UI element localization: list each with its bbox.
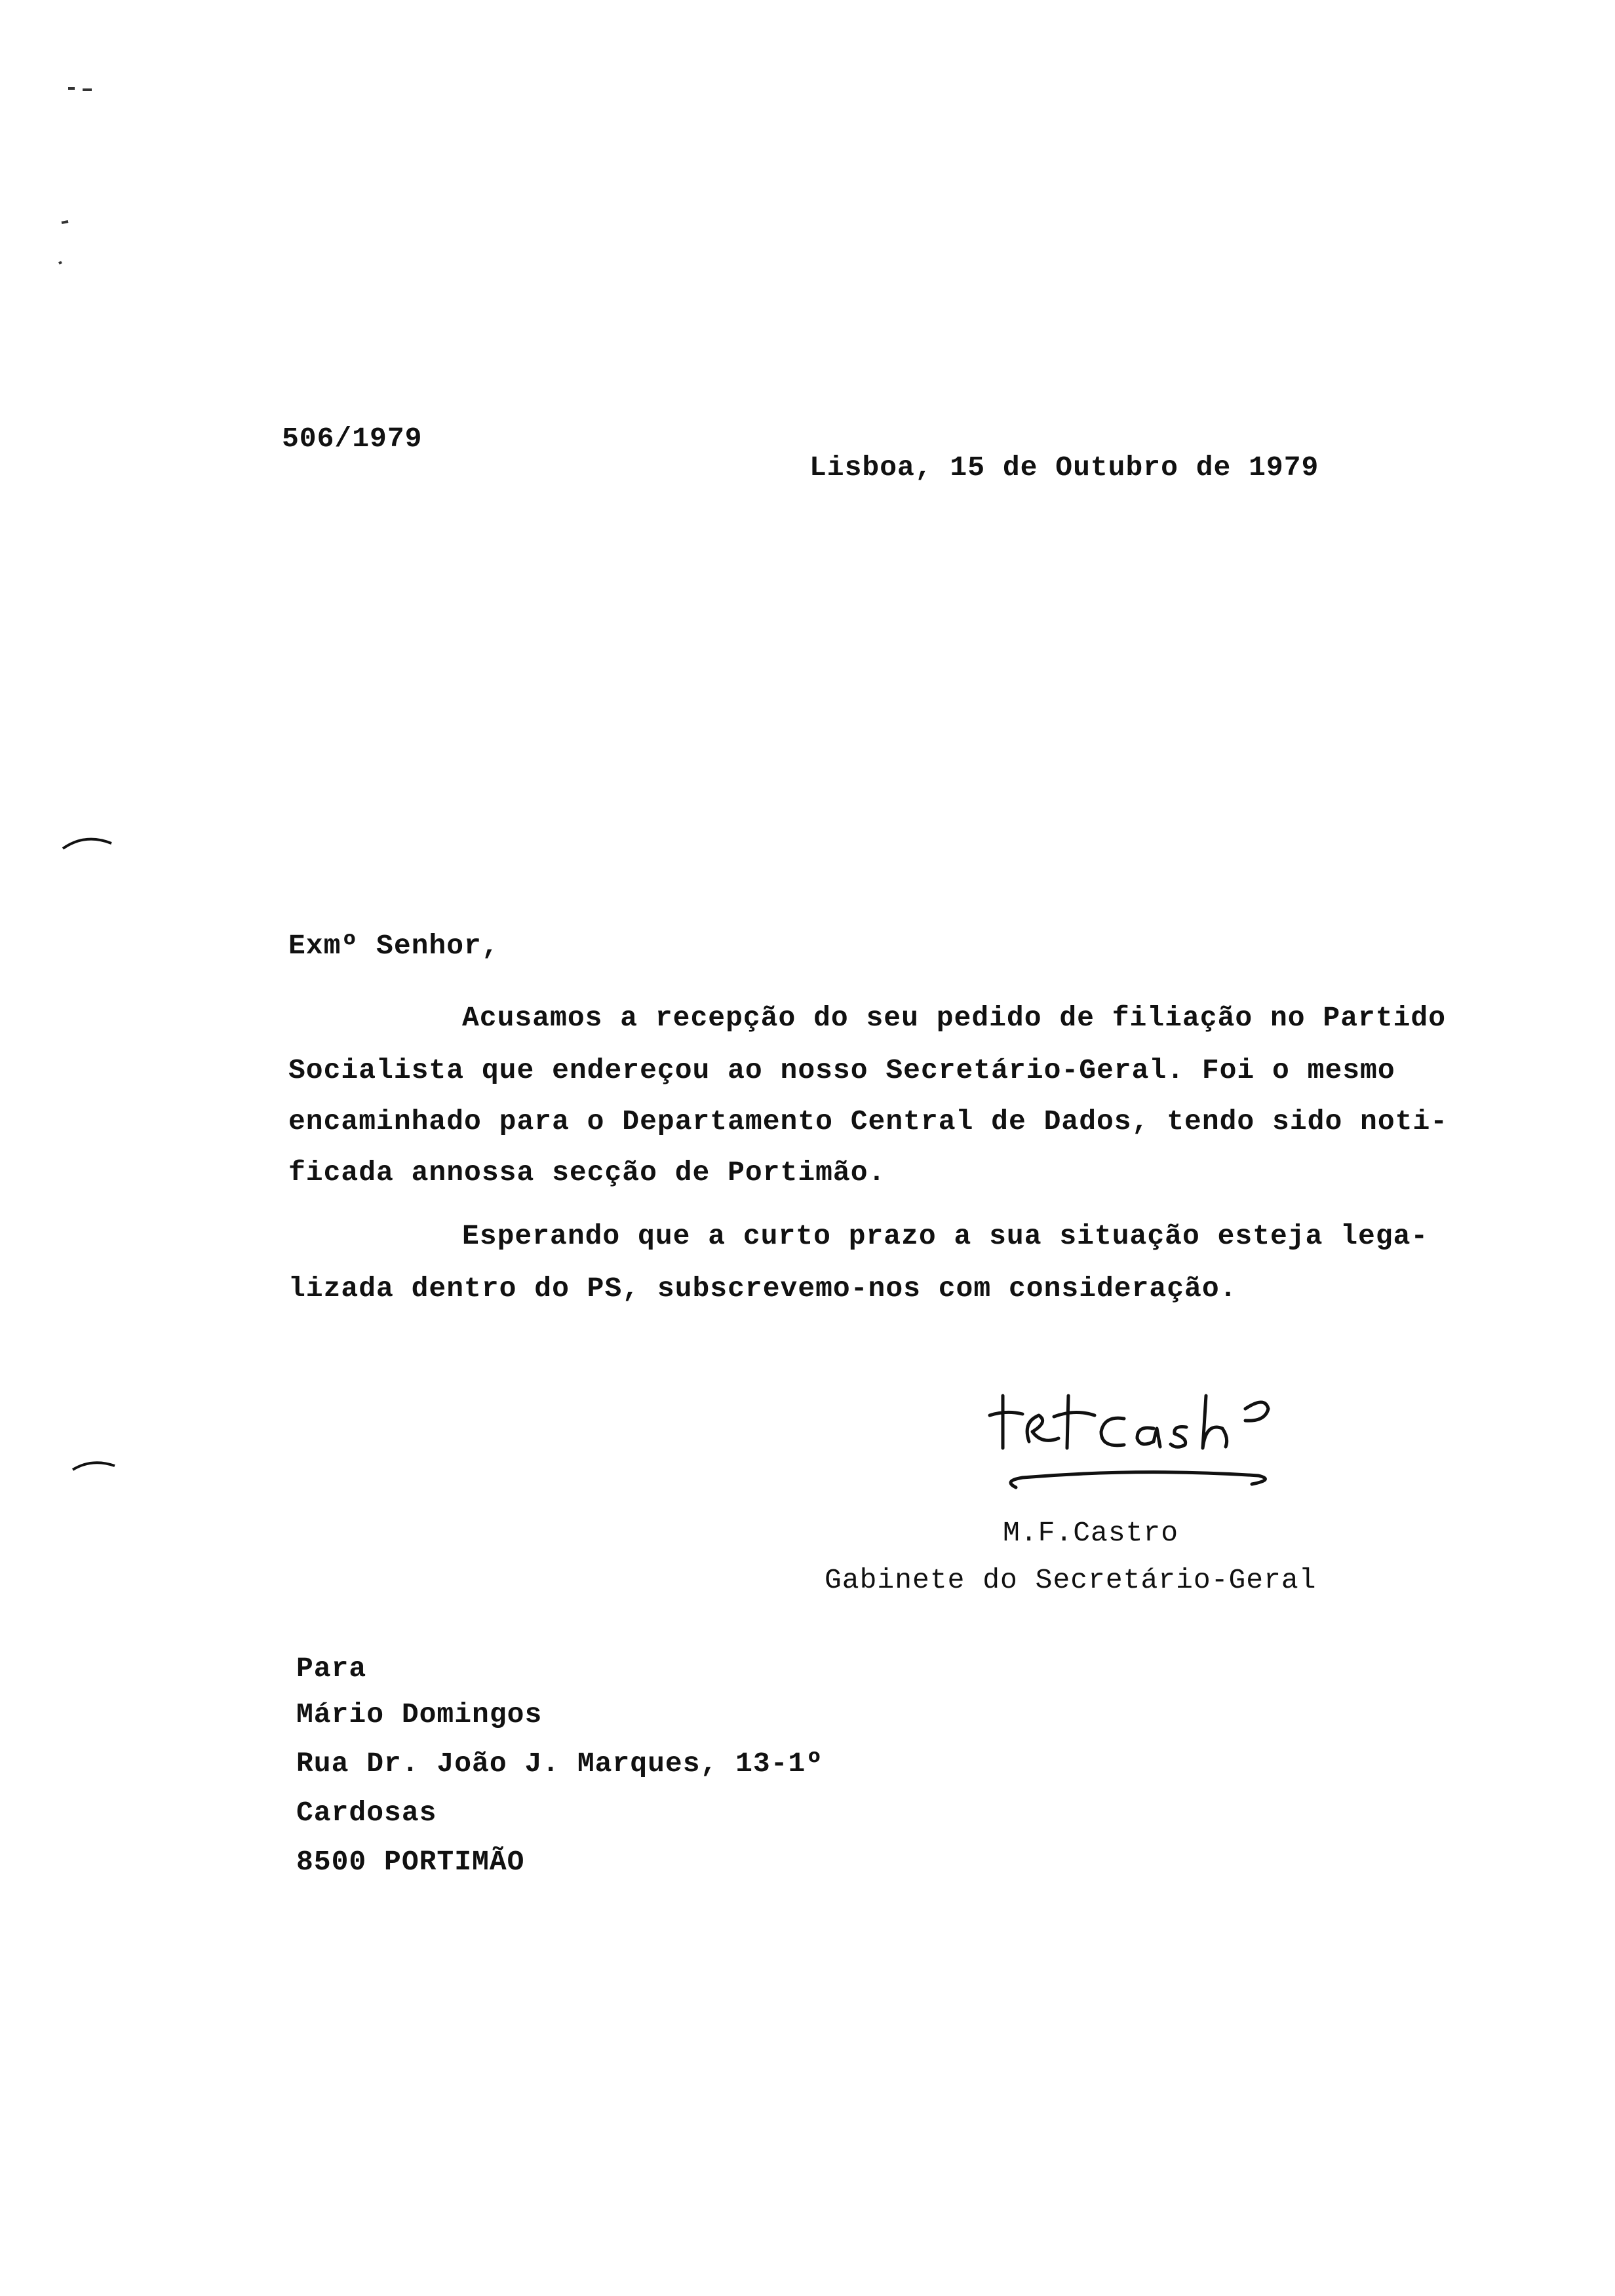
body-line-3: encaminhado para o Departamento Central de Dados, tendo sido noti- <box>288 1105 1449 1138</box>
scan-mark-4 <box>69 1451 121 1478</box>
body-line-2: Socialista que endereçou ao nosso Secretário-Geral. Foi o mesmo <box>288 1054 1395 1086</box>
scan-mark-3 <box>59 829 118 855</box>
body-line-4: ficada annossa secção de Portimão. <box>288 1157 886 1189</box>
reference-number: 506/1979 <box>282 423 423 455</box>
recipient-label: Para <box>296 1653 367 1685</box>
salutation: Exmº Senhor, <box>288 930 499 962</box>
signatory-title: Gabinete do Secretário-Geral <box>825 1564 1317 1596</box>
recipient-street: Rua Dr. João J. Marques, 13-1º <box>296 1748 824 1780</box>
body-line-5: Esperando que a curto prazo a sua situação esteja lega- <box>462 1220 1429 1252</box>
body-line-6: lizada dentro do PS, subscrevemo-nos com consideração. <box>288 1272 1237 1305</box>
scan-mark-1 <box>66 82 98 95</box>
recipient-locality: Cardosas <box>296 1797 437 1829</box>
place-date: Lisboa, 15 de Outubro de 1979 <box>809 451 1319 484</box>
signatory-name: M.F.Castro <box>1003 1517 1179 1549</box>
handwritten-signature <box>977 1369 1317 1514</box>
scan-mark-2 <box>52 216 72 269</box>
recipient-name: Mário Domingos <box>296 1698 543 1731</box>
body-line-1: Acusamos a recepção do seu pedido de filiação no Partido <box>462 1002 1447 1034</box>
recipient-postal: 8500 PORTIMÃO <box>296 1846 525 1878</box>
